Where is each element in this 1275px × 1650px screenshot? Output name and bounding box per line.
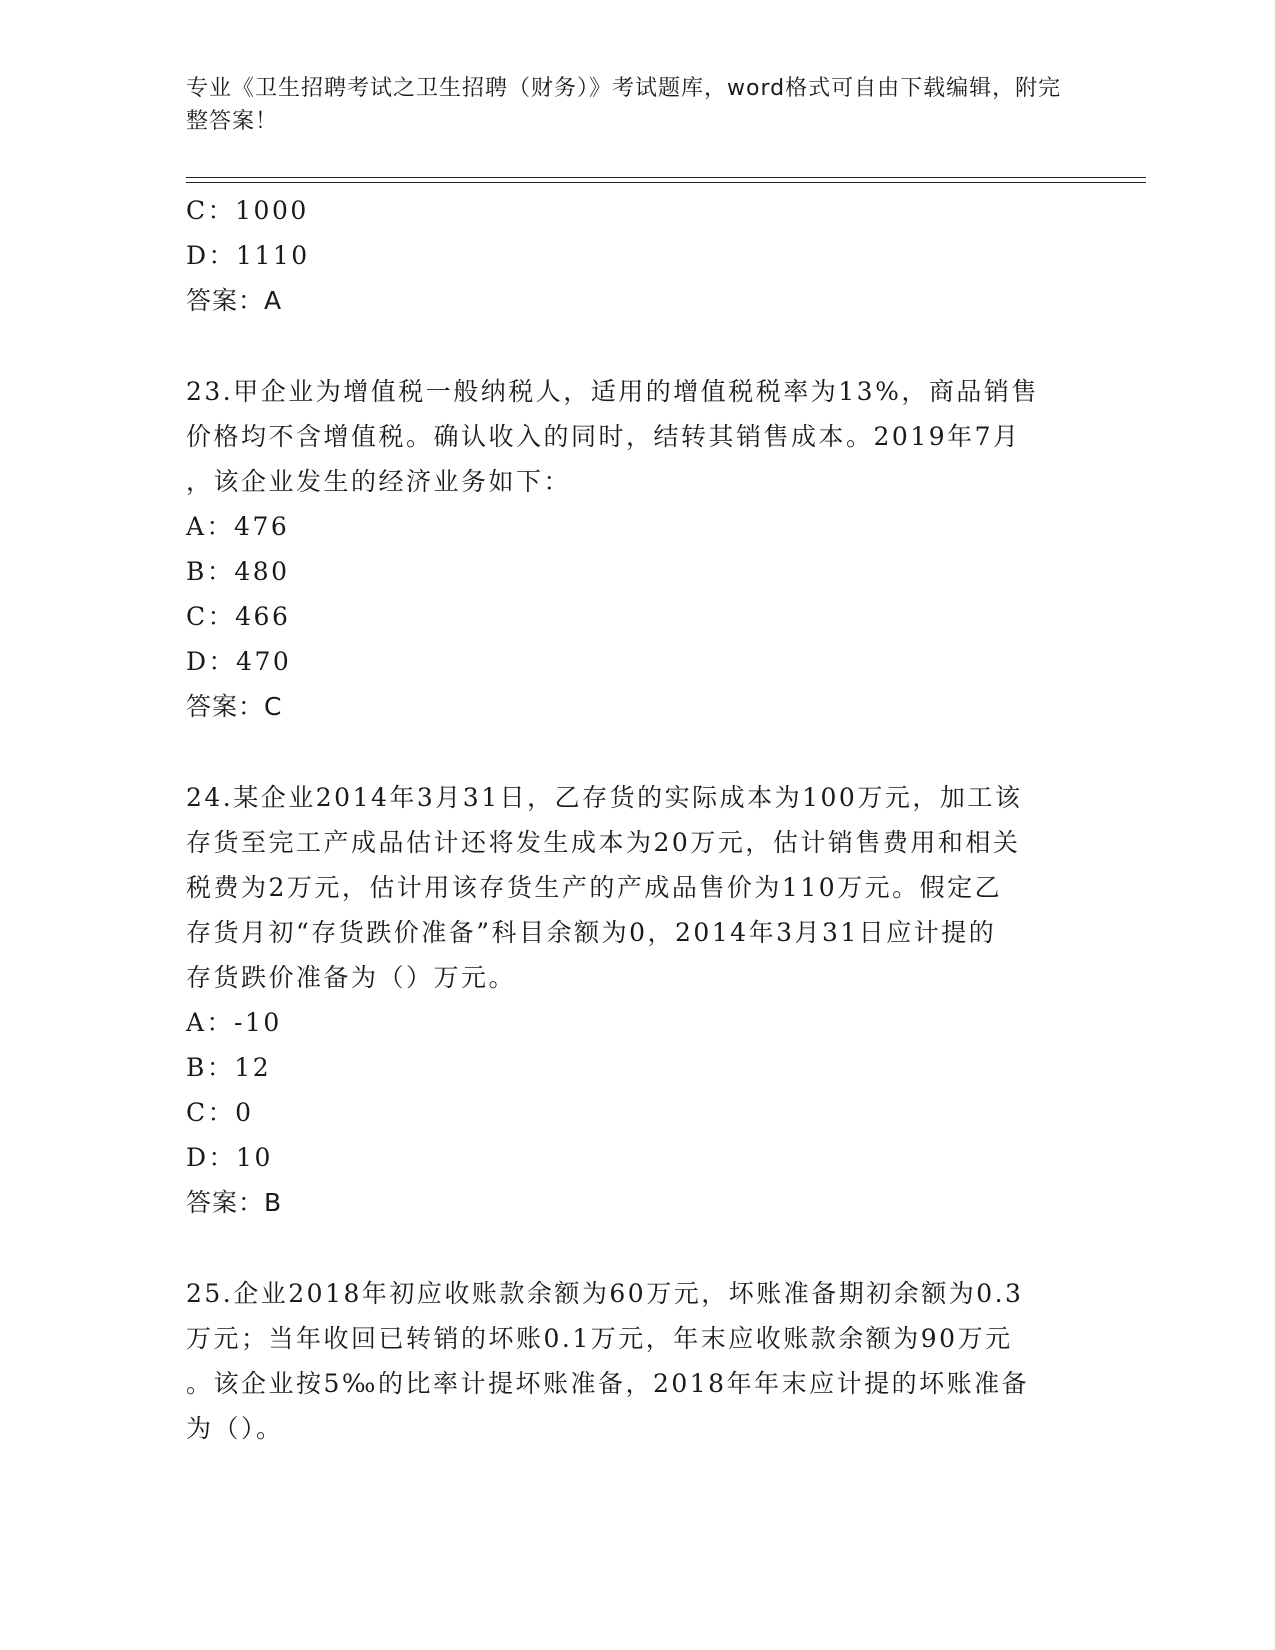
- option-d: D：1110: [186, 241, 310, 270]
- option-a: A：-10: [186, 1008, 282, 1037]
- option-b: B：480: [186, 557, 290, 586]
- header-title: 专业《卫生招聘考试之卫生招聘（财务）》考试题库，word格式可自由下载编辑，附完整答案！: [186, 76, 1062, 134]
- question-stem-line: 存货至完工产成品估计还将发生成本为20万元，估计销售费用和相关: [186, 828, 1021, 857]
- question-stem-line: 为（）。: [186, 1414, 284, 1443]
- question-stem-line: 万元；当年收回已转销的坏账0.1万元，年末应收账款余额为90万元: [186, 1324, 1013, 1353]
- answer-line: 答案：B: [186, 1188, 283, 1217]
- header-divider: [186, 177, 1146, 178]
- question-22-tail: [186, 188, 1066, 323]
- question-stem-line: 价格均不含增值税。确认收入的同时，结转其销售成本。2019年7月: [186, 422, 1021, 451]
- question-stem-line: 存货月初“存货跌价准备”科目余额为0，2014年3月31日应计提的: [186, 918, 997, 947]
- question-stem-line: 存货跌价准备为（）万元。: [186, 963, 517, 992]
- answer-line: 答案：A: [186, 286, 283, 315]
- question-24: [186, 775, 1066, 1225]
- question-stem-line: 25.企业2018年初应收账款余额为60万元，坏账准备期初余额为0.3: [186, 1279, 1024, 1308]
- question-23: [186, 369, 1066, 729]
- option-a: A：476: [186, 512, 290, 541]
- option-b: B：12: [186, 1053, 272, 1082]
- option-d: D：470: [186, 647, 292, 676]
- question-list: [186, 188, 1066, 1451]
- option-d: D：10: [186, 1143, 273, 1172]
- header-divider: [186, 182, 1146, 183]
- page-header: [186, 72, 1066, 138]
- question-stem-line: 税费为2万元，估计用该存货生产的产成品售价为110万元。假定乙: [186, 873, 1003, 902]
- option-c: C：0: [186, 1098, 254, 1127]
- question-stem-line: 23.甲企业为增值税一般纳税人，适用的增值税税率为13%，商品销售: [186, 377, 1039, 406]
- question-25: [186, 1271, 1066, 1451]
- question-stem-line: 。该企业按5‰的比率计提坏账准备，2018年年末应计提的坏账准备: [186, 1369, 1030, 1398]
- option-c: C：1000: [186, 196, 309, 225]
- question-stem-line: 24.某企业2014年3月31日，乙存货的实际成本为100万元，加工该: [186, 783, 1023, 812]
- answer-line: 答案：C: [186, 692, 283, 721]
- option-c: C：466: [186, 602, 291, 631]
- question-stem-line: ，该企业发生的经济业务如下：: [186, 467, 572, 496]
